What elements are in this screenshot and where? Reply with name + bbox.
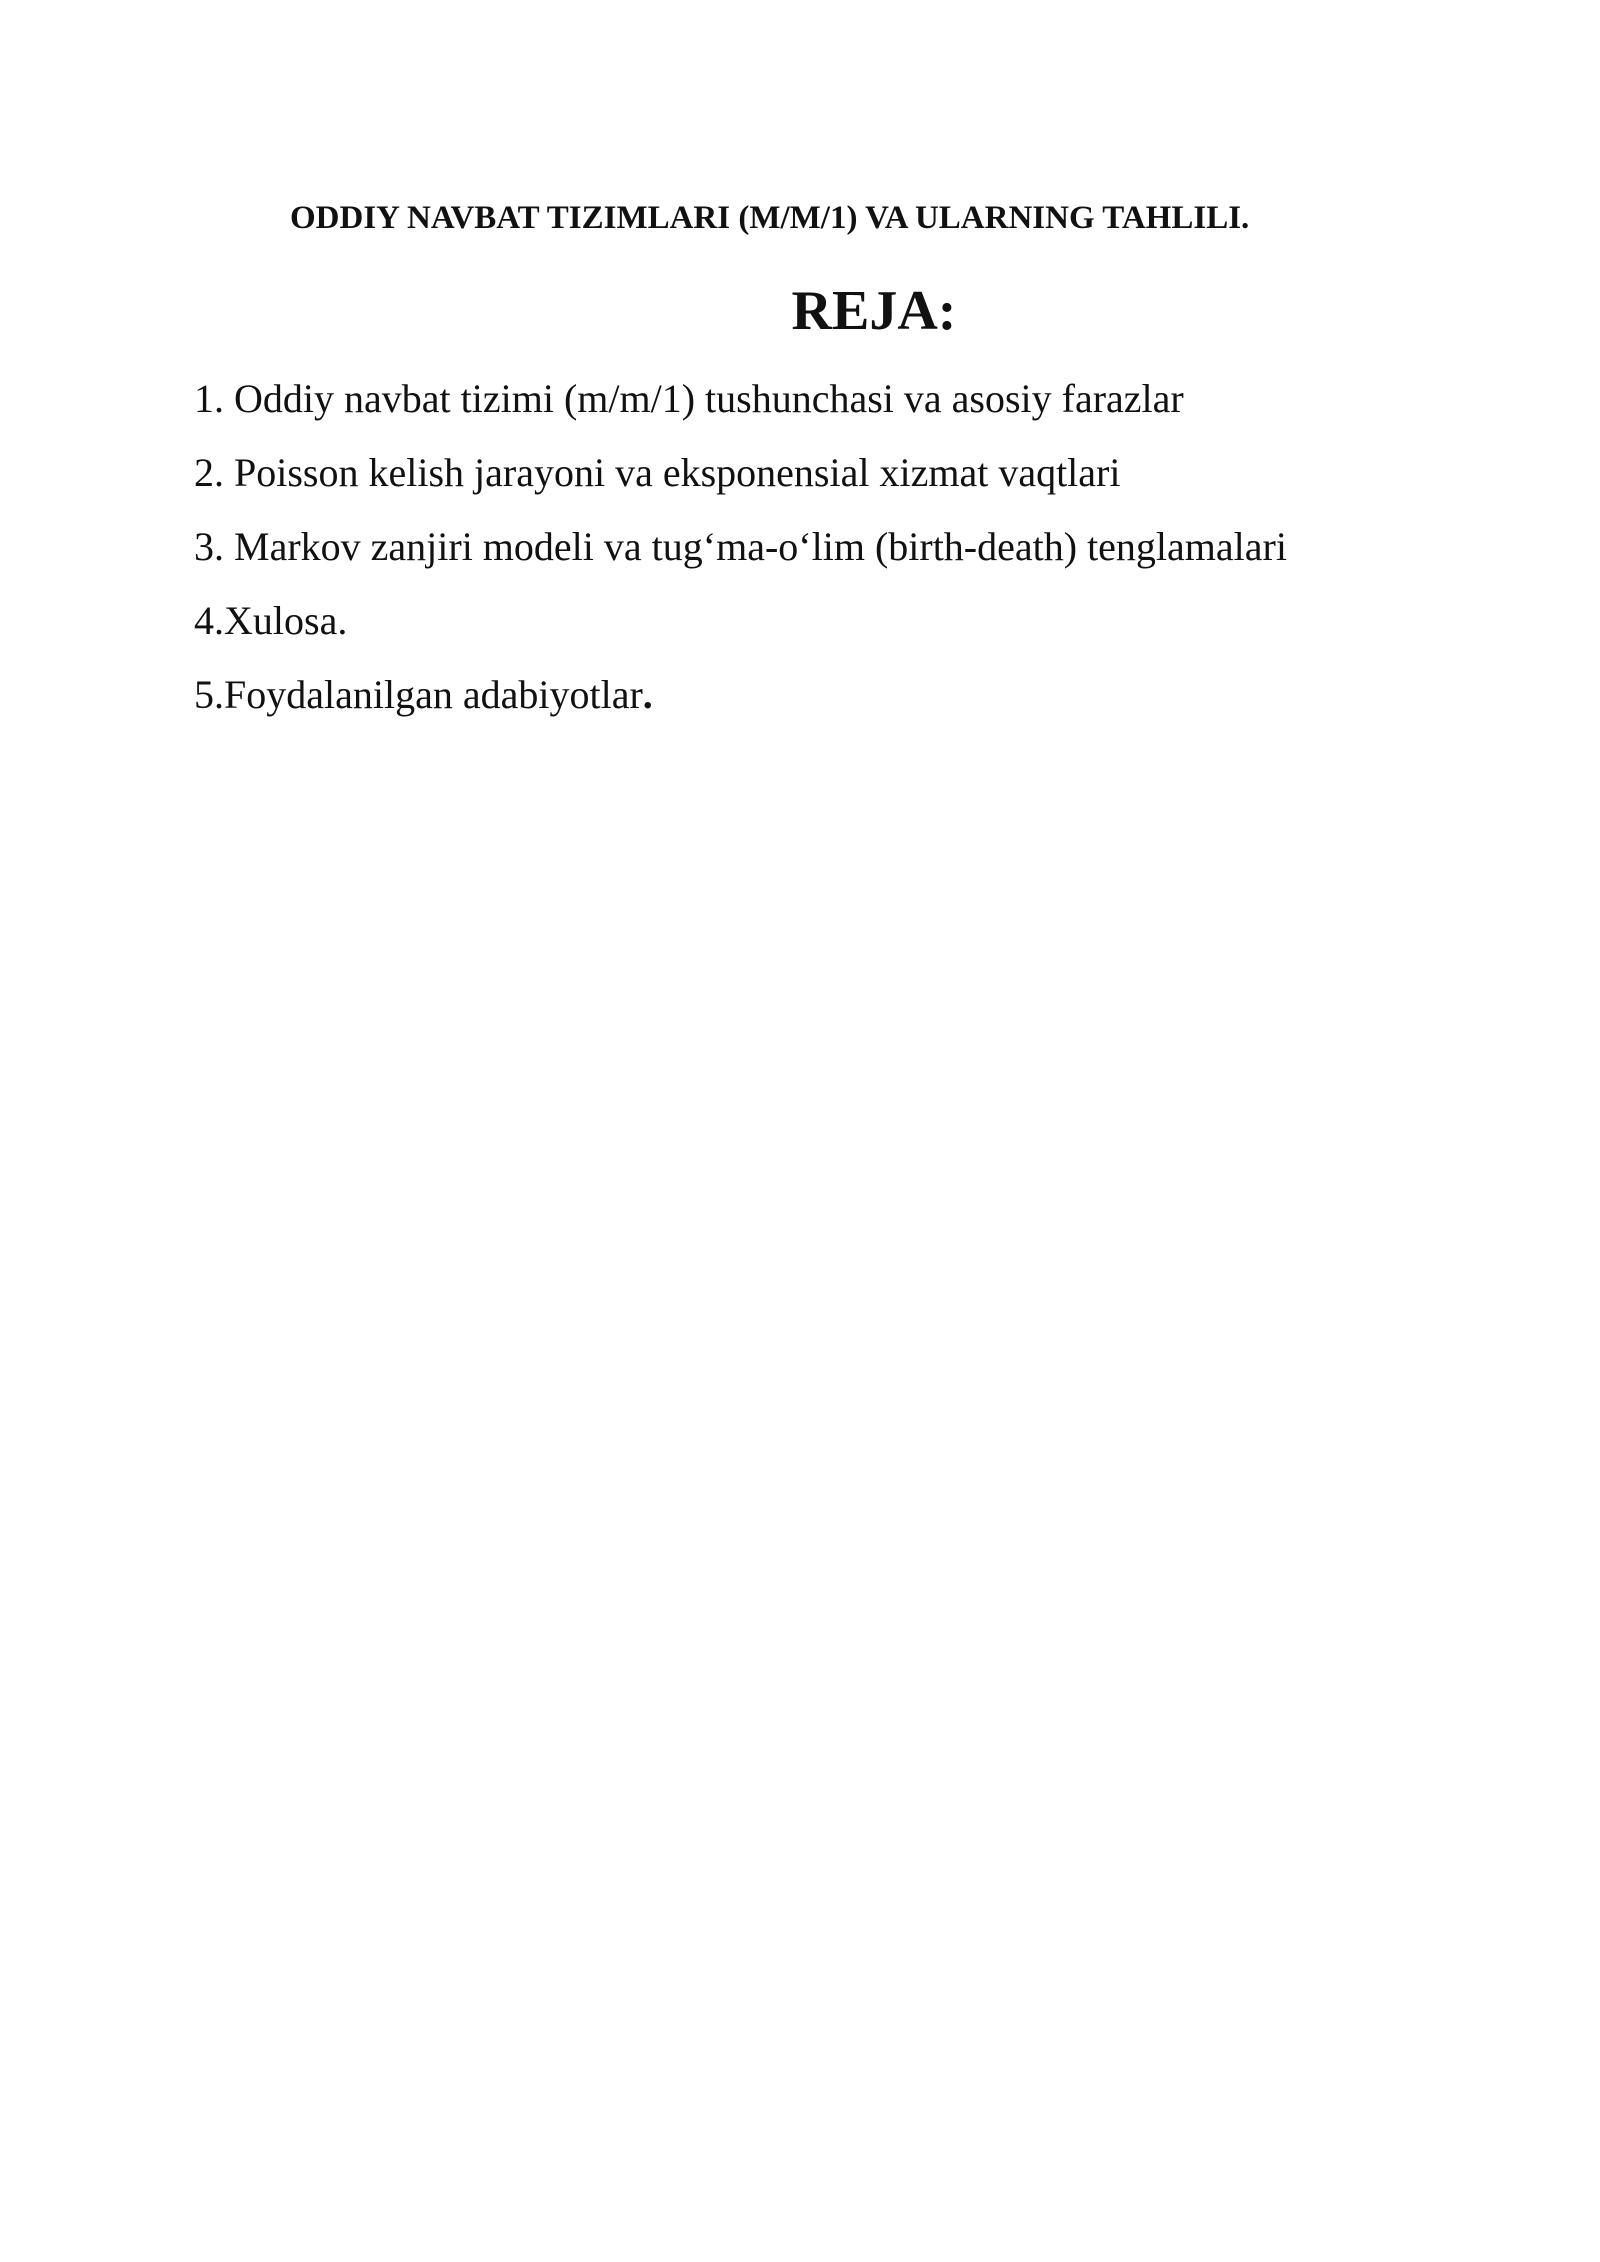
plan-item-3: 3. Markov zanjiri modeli va tug‘ma-o‘lim (birth-death) tenglamalari — [194, 524, 1287, 569]
plan-item-4: 4.Xulosa. — [194, 598, 348, 643]
plan-list — [194, 362, 1444, 732]
document-title: ODDIY NAVBAT TIZIMLARI (M/M/1) VA ULARNING TAHLILI. — [290, 200, 1250, 236]
plan-item-1: 1. Oddiy navbat tizimi (m/m/1) tushunchasi va asosiy farazlar — [194, 376, 1184, 421]
plan-item-5 — [194, 658, 1444, 732]
plan-item-5-period: . — [642, 672, 653, 717]
plan-heading: REJA: — [791, 280, 957, 342]
plan-item-5-text: 5.Foydalanilgan adabiyotlar — [194, 672, 643, 717]
plan-item-2: 2. Poisson kelish jarayoni va eksponensial xizmat vaqtlari — [194, 450, 1121, 495]
